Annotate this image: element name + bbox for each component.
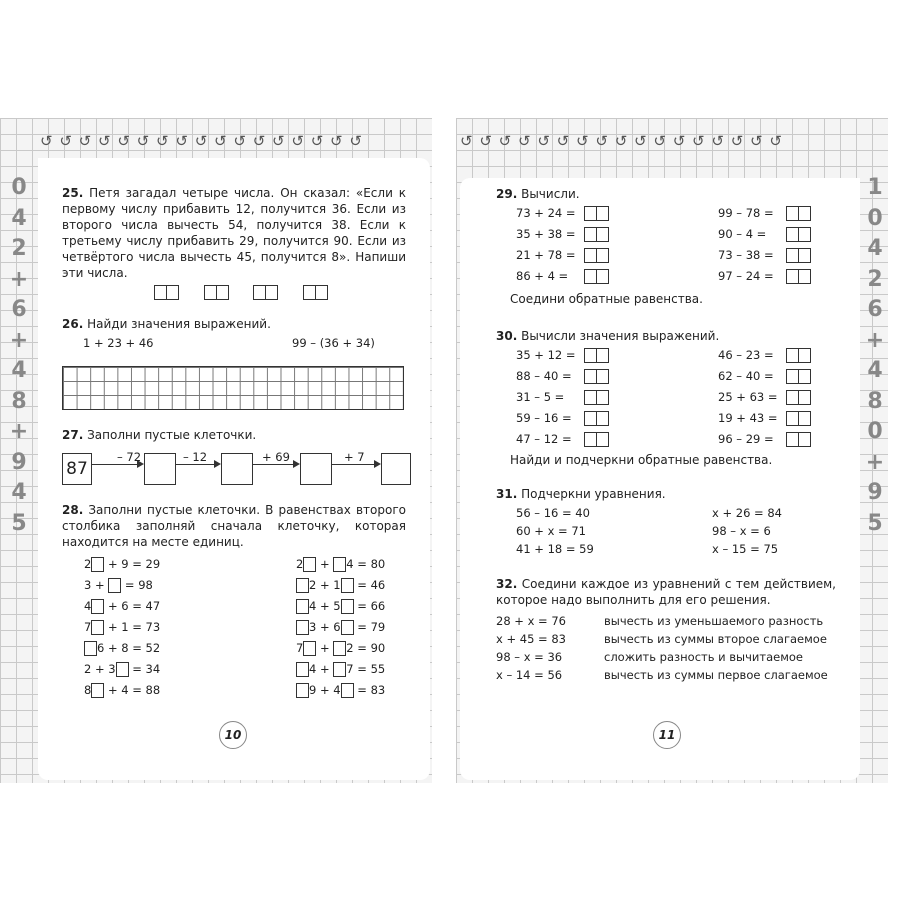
task-25 xyxy=(62,185,406,281)
action-item[interactable]: сложить разность и вычитаемое xyxy=(604,650,804,664)
digit-box[interactable] xyxy=(333,641,346,656)
equation-item[interactable]: 98 – x = 36 xyxy=(496,650,563,664)
digit-box[interactable] xyxy=(91,599,104,614)
answer-box[interactable] xyxy=(786,348,810,363)
chain-box-1[interactable] xyxy=(144,453,176,485)
equation-row: 2 + 9 = 29 xyxy=(84,557,161,571)
chain-arrow-line xyxy=(331,464,374,465)
task-number: 25. xyxy=(62,186,84,200)
chain-arrow-line xyxy=(252,464,293,465)
digit-box[interactable] xyxy=(91,620,104,635)
digit-box[interactable] xyxy=(296,578,309,593)
task-text: Соедини каждое из уравнений с тем действием, которое надо выполнить для его решения. xyxy=(496,577,836,607)
equation-row: 35 + 12 = xyxy=(516,348,608,363)
equation-row: 96 – 29 = xyxy=(718,432,810,447)
equation-row: 2 + 3 = 34 xyxy=(84,662,161,676)
spiral-binding-decoration: ↺ ↺ ↺ ↺ ↺ ↺ ↺ ↺ ↺ ↺ ↺ ↺ ↺ ↺ ↺ ↺ ↺ xyxy=(40,132,363,150)
answer-box-2[interactable] xyxy=(204,285,228,300)
equation-row: 4 + 6 = 47 xyxy=(84,599,161,613)
equation-row: 88 – 40 = xyxy=(516,369,608,384)
task-30 xyxy=(496,328,719,344)
task-32 xyxy=(496,576,836,608)
digit-box[interactable] xyxy=(333,557,346,572)
equation-row[interactable]: 3 + 6 = 79 xyxy=(296,620,385,635)
equation-row[interactable]: x + 26 = 84 xyxy=(712,506,782,520)
chain-arrow-line xyxy=(91,464,137,465)
equation-item[interactable]: x + 45 = 83 xyxy=(496,632,566,646)
equation-item[interactable]: 28 + x = 76 xyxy=(496,614,566,628)
equation-item[interactable]: x – 14 = 56 xyxy=(496,668,563,682)
equation-row: 62 – 40 = xyxy=(718,369,810,384)
task-number: 26. xyxy=(62,317,84,331)
chain-op-2: – 12 xyxy=(183,450,208,464)
digit-box[interactable] xyxy=(84,641,97,656)
digit-box[interactable] xyxy=(296,620,309,635)
equation-row[interactable]: 56 – 16 = 40 xyxy=(516,506,590,520)
answer-box[interactable] xyxy=(584,248,608,263)
equation-row: 7 + 1 = 73 xyxy=(84,620,161,634)
chain-arrow-line xyxy=(175,464,214,465)
page-number: 11 xyxy=(653,721,681,749)
equation-row[interactable]: 9 + 4 = 83 xyxy=(296,683,385,698)
digit-box[interactable] xyxy=(341,599,354,614)
arrow-right-icon xyxy=(374,460,381,468)
digit-box[interactable] xyxy=(108,578,121,593)
digit-box[interactable] xyxy=(333,662,346,677)
equation-row[interactable]: 98 – x = 6 xyxy=(712,524,771,538)
equation-row: 73 + 24 = xyxy=(516,206,608,221)
answer-box[interactable] xyxy=(786,390,810,405)
answer-box[interactable] xyxy=(584,369,608,384)
answer-box[interactable] xyxy=(786,411,810,426)
equation-row: 47 – 12 = xyxy=(516,432,608,447)
arrow-right-icon xyxy=(293,460,300,468)
equation-row: 3 + = 98 xyxy=(84,578,153,592)
equation-row: 6 + 8 = 52 xyxy=(84,641,160,656)
equation-row: 99 – 78 = xyxy=(718,206,810,221)
equation-row[interactable]: 4 + 5 = 66 xyxy=(296,599,385,614)
answer-box[interactable] xyxy=(786,248,810,263)
answer-box[interactable] xyxy=(584,348,608,363)
digit-box[interactable] xyxy=(296,662,309,677)
equation-row[interactable]: 2 + 4 = 80 xyxy=(296,557,386,571)
task-number: 31. xyxy=(496,487,518,501)
arrow-right-icon xyxy=(214,460,221,468)
answer-box[interactable] xyxy=(786,269,810,284)
answer-box-3[interactable] xyxy=(253,285,277,300)
digit-box[interactable] xyxy=(341,578,354,593)
chain-op-3: + 69 xyxy=(262,450,290,464)
equation-row[interactable]: 7 + 2 = 90 xyxy=(296,641,386,655)
chain-box-3[interactable] xyxy=(300,453,332,485)
answer-box[interactable] xyxy=(584,227,608,242)
equation-row: 97 – 24 = xyxy=(718,269,810,284)
equation-row[interactable]: 60 + x = 71 xyxy=(516,524,586,538)
chain-start-value: 87 xyxy=(62,453,92,485)
equation-row: 35 + 38 = xyxy=(516,227,608,242)
answer-box[interactable] xyxy=(786,369,810,384)
task-text: Подчеркни уравнения. xyxy=(521,487,666,501)
chain-op-4: + 7 xyxy=(344,450,365,464)
chain-box-4[interactable] xyxy=(381,453,411,485)
spiral-binding-decoration: ↺ ↺ ↺ ↺ ↺ ↺ ↺ ↺ ↺ ↺ ↺ ↺ ↺ ↺ ↺ ↺ ↺ xyxy=(460,132,783,150)
expression-2: 99 – (36 + 34) xyxy=(292,336,375,350)
answer-box[interactable] xyxy=(786,227,810,242)
task-30-footer: Найди и подчеркни обратные равенства. xyxy=(510,453,773,467)
answer-box[interactable] xyxy=(584,206,608,221)
answer-box[interactable] xyxy=(584,411,608,426)
digit-box[interactable] xyxy=(303,557,316,572)
equation-row: 19 + 43 = xyxy=(718,411,810,426)
task-28 xyxy=(62,502,406,550)
task-text: Заполни пустые клеточки. В равенствах второго столбика заполняй сначала клеточку, которая находится на месте единиц. xyxy=(62,503,406,549)
answer-boxes-25 xyxy=(154,285,327,300)
task-text: Вычисли значения выражений. xyxy=(521,329,720,343)
answer-box[interactable] xyxy=(584,269,608,284)
task-number: 32. xyxy=(496,577,518,591)
answer-box-1[interactable] xyxy=(154,285,178,300)
task-number: 30. xyxy=(496,329,518,343)
expression-1: 1 + 23 + 46 xyxy=(83,336,154,350)
action-item[interactable]: вычесть из суммы второе слагаемое xyxy=(604,632,827,646)
digit-box[interactable] xyxy=(296,599,309,614)
equation-row: 90 – 4 = xyxy=(718,227,810,242)
task-text: Вычисли. xyxy=(521,187,580,201)
equation-row: 73 – 38 = xyxy=(718,248,810,263)
answer-box[interactable] xyxy=(786,206,810,221)
equation-row: 86 + 4 = xyxy=(516,269,608,284)
task-number: 27. xyxy=(62,428,84,442)
task-26 xyxy=(62,316,271,332)
task-31 xyxy=(496,486,666,502)
digit-box[interactable] xyxy=(341,683,354,698)
page-number: 10 xyxy=(219,721,247,749)
equation-row[interactable]: 4 + 7 = 55 xyxy=(296,662,385,677)
task-27 xyxy=(62,427,256,443)
side-digits-decoration: 0 4 2 + 6 + 4 8 + 9 4 5 xyxy=(9,175,29,536)
equation-row[interactable]: 41 + 18 = 59 xyxy=(516,542,594,556)
task-29-footer: Соедини обратные равенства. xyxy=(510,292,703,306)
digit-box[interactable] xyxy=(116,662,129,677)
digit-box[interactable] xyxy=(91,683,104,698)
digit-box[interactable] xyxy=(303,641,316,656)
task-number: 29. xyxy=(496,187,518,201)
equation-row: 25 + 63 = xyxy=(718,390,810,405)
action-item[interactable]: вычесть из суммы первое слагаемое xyxy=(604,668,828,682)
task-text: Петя загадал четыре числа. Он сказал: «Если к первому числу прибавить 12, получится 36. Если из второго числа вычесть 54, получится 38. Если к третьему числу прибавить 29, получится 90. Если из четвёртого числа вычесть 45, получится 8». Напиши эти числа. xyxy=(62,186,406,280)
task-text: Заполни пустые клеточки. xyxy=(87,428,257,442)
equation-row: 31 – 5 = xyxy=(516,390,608,405)
answer-grid[interactable] xyxy=(62,366,404,410)
answer-box[interactable] xyxy=(584,432,608,447)
digit-box[interactable] xyxy=(296,683,309,698)
digit-box[interactable] xyxy=(341,620,354,635)
answer-box[interactable] xyxy=(786,432,810,447)
digit-box[interactable] xyxy=(91,557,104,572)
chain-box-2[interactable] xyxy=(221,453,253,485)
chain-op-1: – 72 xyxy=(117,450,142,464)
equation-row: 8 + 4 = 88 xyxy=(84,683,161,697)
equation-row: 46 – 23 = xyxy=(718,348,810,363)
equation-row[interactable]: 2 + 1 = 46 xyxy=(296,578,385,593)
task-29 xyxy=(496,186,580,202)
answer-box[interactable] xyxy=(584,390,608,405)
answer-box-4[interactable] xyxy=(303,285,327,300)
equation-row: 59 – 16 = xyxy=(516,411,608,426)
side-digits-decoration: 1 0 4 2 6 + 4 8 0 + 9 5 xyxy=(865,175,885,536)
equation-row[interactable]: x – 15 = 75 xyxy=(712,542,779,556)
task-text: Найди значения выражений. xyxy=(87,317,271,331)
task-number: 28. xyxy=(62,503,84,517)
equation-row: 21 + 78 = xyxy=(516,248,608,263)
action-item[interactable]: вычесть из уменьшаемого разность xyxy=(604,614,824,628)
